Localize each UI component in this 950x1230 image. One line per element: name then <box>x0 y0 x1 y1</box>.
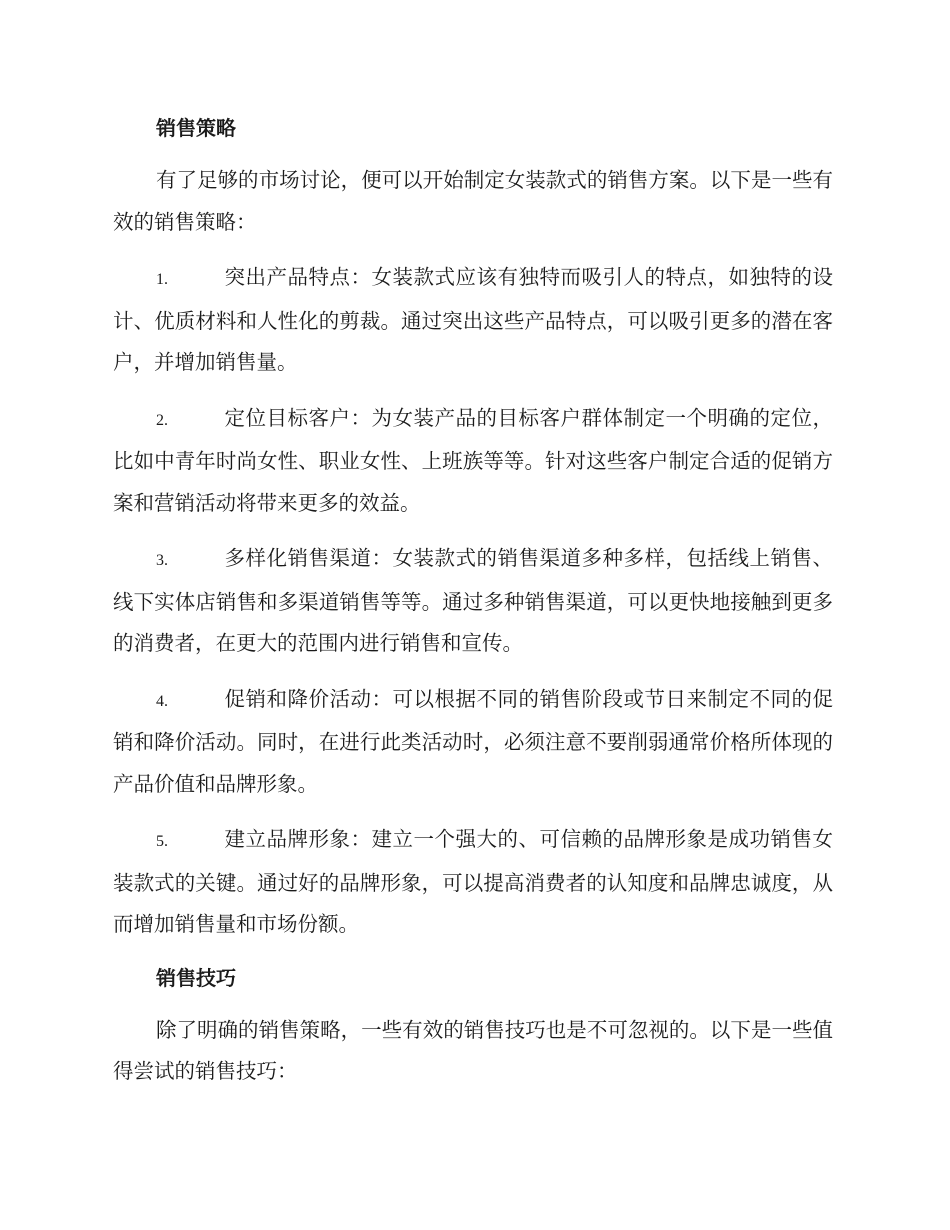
list-item <box>113 819 833 946</box>
section-intro-sales-strategy: 有了足够的市场讨论，便可以开始制定女装款式的销售方案。以下是一些有效的销售策略： <box>113 168 833 234</box>
list-item-number: 4. <box>156 692 168 710</box>
list-item-text: 促销和降价活动：可以根据不同的销售阶段或节日来制定不同的促销和降价活动。同时，在进行此类活动时，必须注意不要削弱通常价格所体现的产品价值和品牌形象。 <box>113 686 833 796</box>
list-item <box>113 257 833 384</box>
list-item-text: 突出产品特点：女装款式应该有独特而吸引人的特点，如独特的设计、优质材料和人性化的剪裁。通过突出这些产品特点，可以吸引更多的潜在客户，并增加销售量。 <box>113 265 833 374</box>
list-item <box>113 398 833 525</box>
list-item-number: 1. <box>156 271 168 288</box>
document-page <box>113 110 833 1107</box>
list-item <box>113 538 833 665</box>
section-heading-sales-strategy: 销售策略 <box>156 116 236 140</box>
list-item-number: 2. <box>156 411 168 429</box>
list-item-text: 多样化销售渠道：女装款式的销售渠道多种多样，包括线上销售、线下实体店销售和多渠道销售等等。通过多种销售渠道，可以更快地接触到更多的消费者，在更大的范围内进行销售和宣传。 <box>113 546 833 655</box>
list-item-text: 定位目标客户：为女装产品的目标客户群体制定一个明确的定位，比如中青年时尚女性、职业女性、上班族等等。针对这些客户制定合适的促销方案和营销活动将带来更多的效益。 <box>113 405 833 515</box>
section-heading-sales-techniques: 销售技巧 <box>156 965 236 990</box>
list-item-number: 5. <box>156 833 168 850</box>
list-item-text: 建立品牌形象：建立一个强大的、可信赖的品牌形象是成功销售女装款式的关键。通过好的品牌形象，可以提高消费者的认知度和品牌忠诚度，从而增加销售量和市场份额。 <box>113 827 833 936</box>
list-item <box>113 679 833 806</box>
section-intro-sales-techniques: 除了明确的销售策略，一些有效的销售技巧也是不可忽视的。以下是一些值得尝试的销售技巧： <box>113 1017 833 1083</box>
list-item-number: 3. <box>156 552 168 569</box>
